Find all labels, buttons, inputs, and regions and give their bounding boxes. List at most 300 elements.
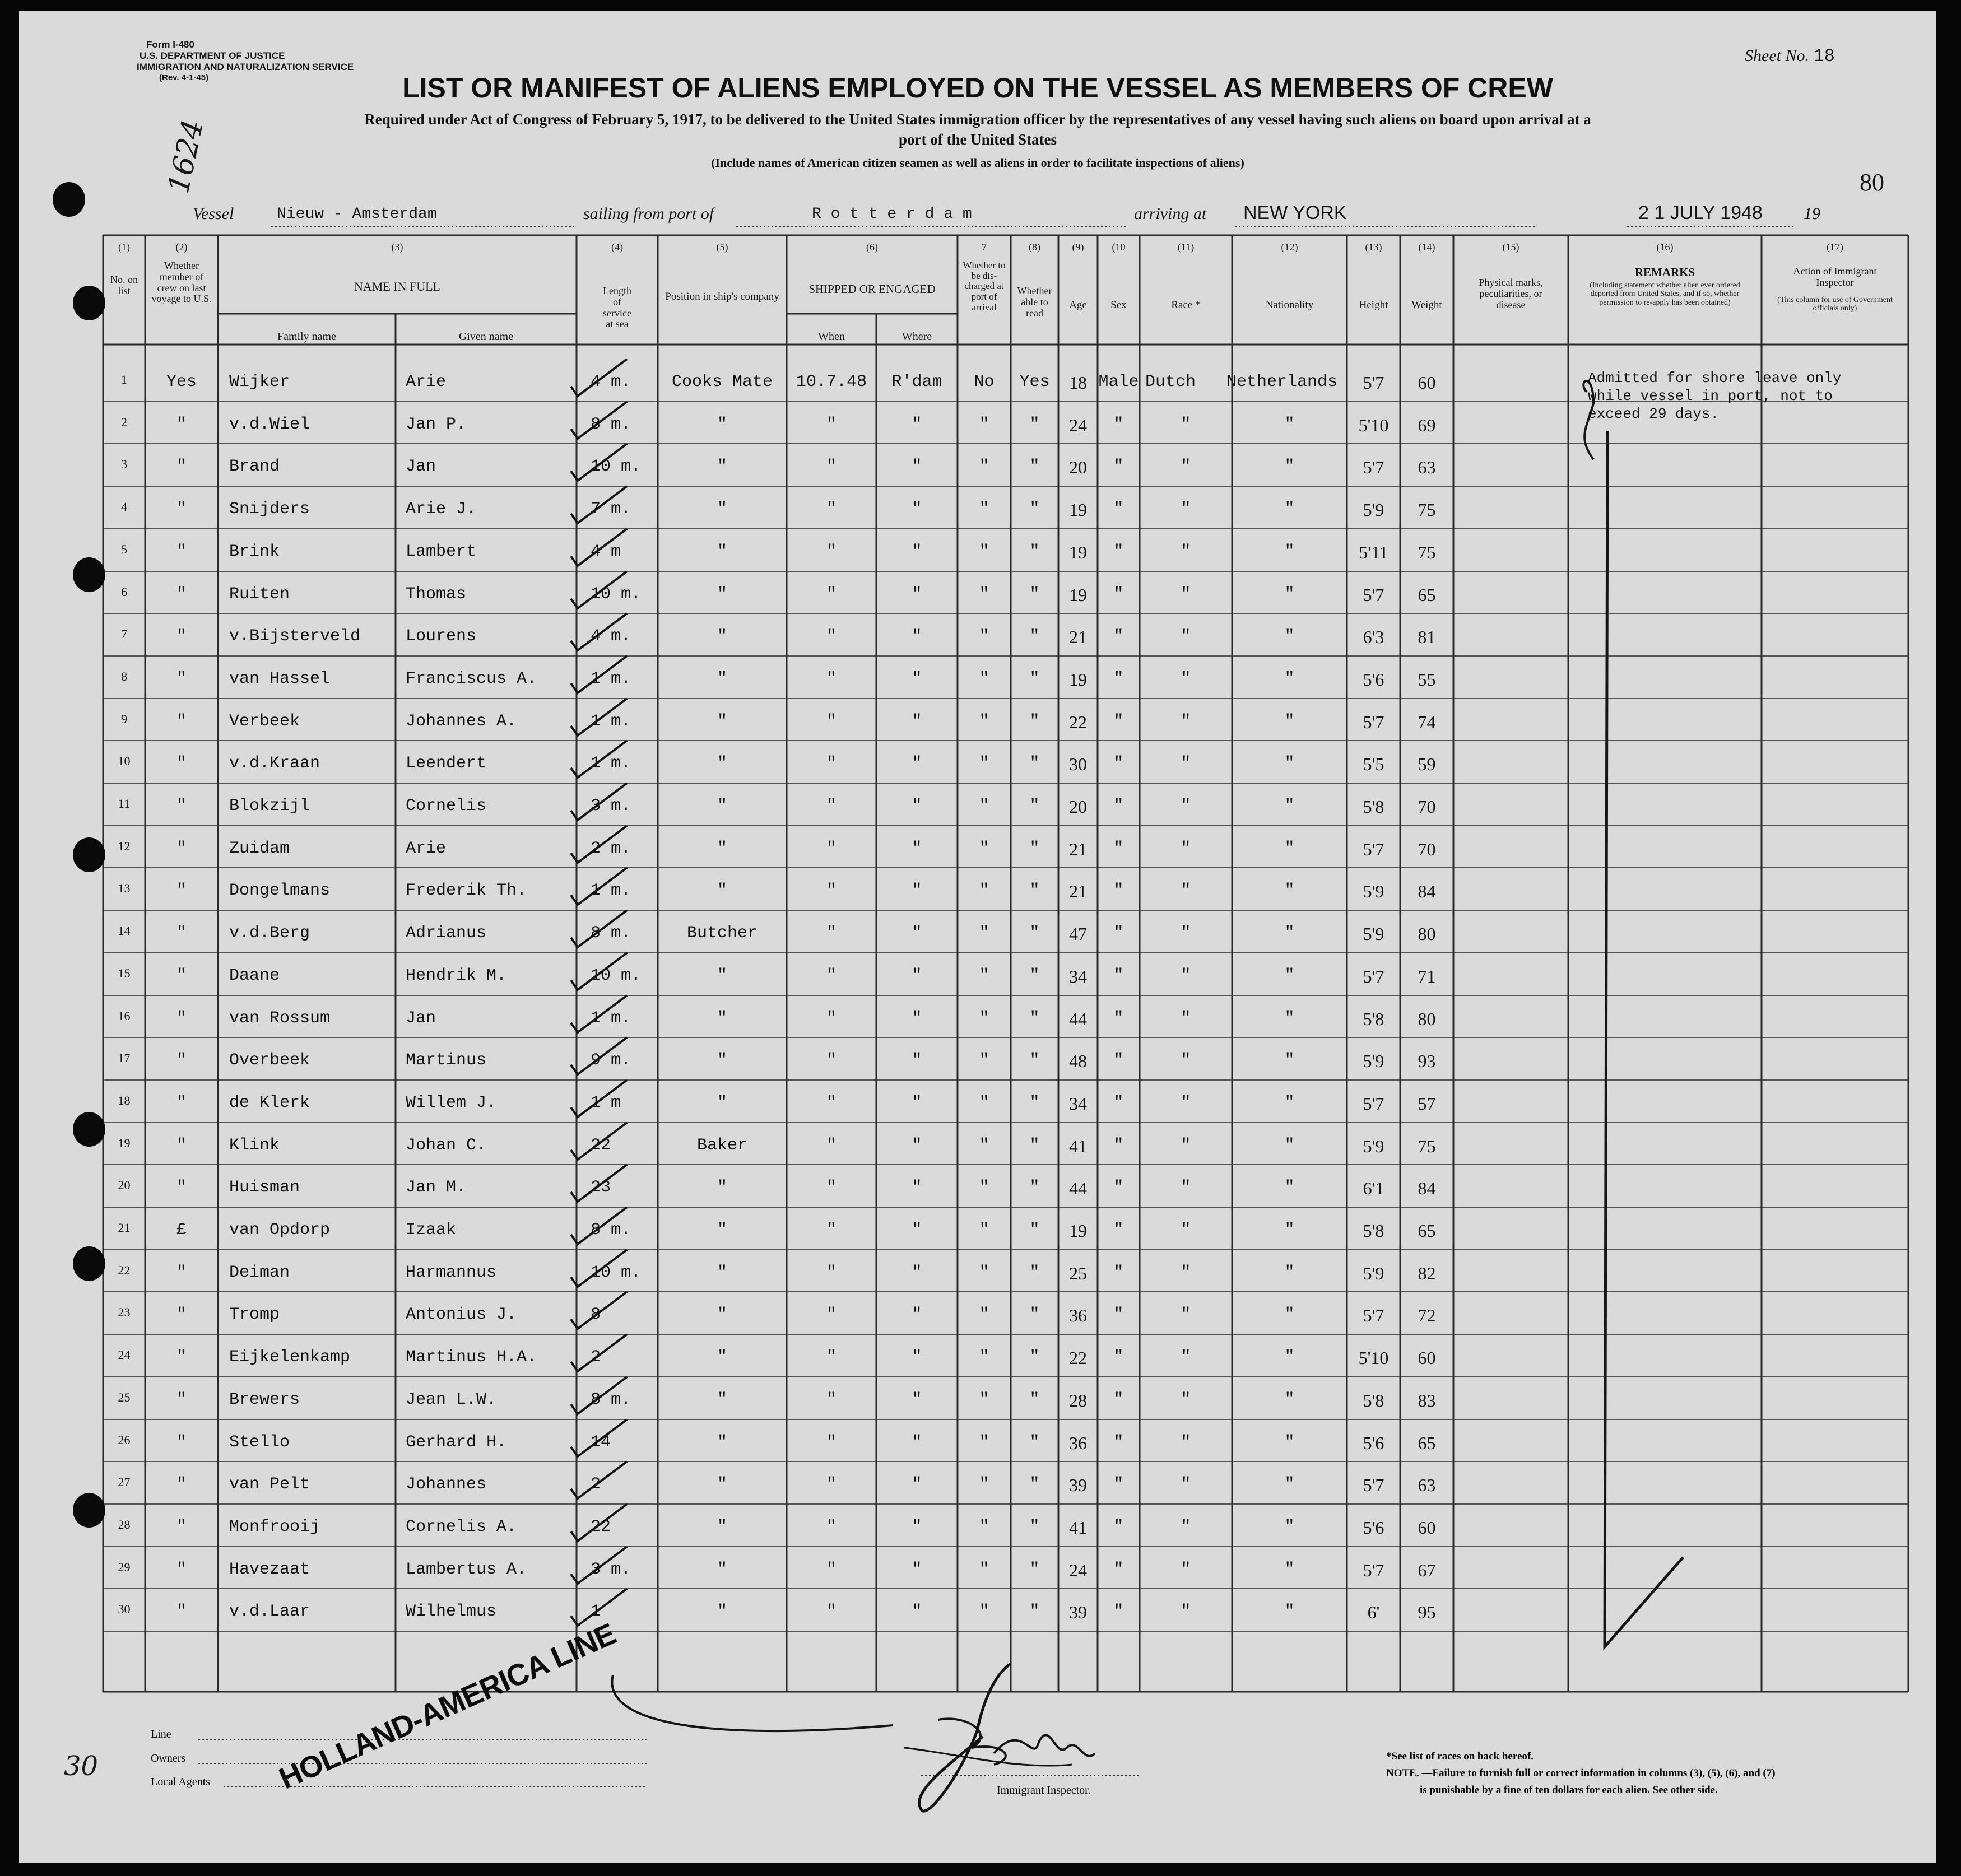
cell-discharged: No bbox=[974, 373, 995, 392]
cell-race: " bbox=[1181, 711, 1191, 731]
cell-position: " bbox=[717, 1221, 727, 1240]
cell-weight: 84 bbox=[1418, 1178, 1436, 1199]
col-2-number: (2) bbox=[175, 241, 188, 253]
cell-nationality: " bbox=[1284, 1093, 1295, 1112]
cell-read: " bbox=[1029, 1602, 1040, 1622]
cell-sex: " bbox=[1113, 500, 1124, 519]
cell-discharged: " bbox=[979, 1305, 989, 1325]
cell-age: 21 bbox=[1069, 839, 1087, 859]
cell-read: " bbox=[1029, 1051, 1040, 1070]
cell-weight: 81 bbox=[1418, 627, 1436, 648]
cell-position: " bbox=[717, 966, 727, 985]
cell-discharged: " bbox=[979, 1178, 989, 1198]
cell-race: " bbox=[1181, 1135, 1191, 1155]
cell-prev-voyage: " bbox=[176, 627, 187, 646]
departure-port: R o t t e r d a m bbox=[812, 206, 972, 223]
cell-height: 5'9 bbox=[1363, 1051, 1384, 1072]
cell-race: " bbox=[1181, 924, 1191, 943]
inspector-signature bbox=[591, 1652, 1095, 1843]
col-12-number: (12) bbox=[1281, 241, 1298, 253]
cell-age: 39 bbox=[1069, 1475, 1087, 1496]
cell-sex: " bbox=[1113, 1305, 1124, 1325]
cell-age: 22 bbox=[1069, 711, 1087, 732]
cell-weight: 93 bbox=[1418, 1051, 1436, 1072]
cell-position: Baker bbox=[696, 1135, 747, 1155]
cell-read: " bbox=[1029, 415, 1040, 434]
cell-race: " bbox=[1181, 1517, 1191, 1537]
cell-nationality: " bbox=[1284, 1432, 1295, 1452]
cell-height: 5'7 bbox=[1363, 966, 1384, 986]
cell-no: 7 bbox=[121, 627, 127, 641]
cell-read: " bbox=[1029, 797, 1040, 816]
cell-family-name: Snijders bbox=[229, 500, 310, 519]
cell-position: Butcher bbox=[686, 924, 758, 943]
sheet-value: 18 bbox=[1813, 46, 1835, 67]
cell-read: " bbox=[1029, 584, 1040, 604]
col-5-number: (5) bbox=[716, 241, 728, 253]
cell-age: 19 bbox=[1069, 584, 1087, 605]
cell-nationality: " bbox=[1284, 924, 1295, 943]
cell-position: " bbox=[717, 584, 727, 604]
cell-age: 44 bbox=[1069, 1178, 1087, 1199]
col-8-number: (8) bbox=[1029, 241, 1040, 253]
cell-service: 14 bbox=[591, 1432, 611, 1452]
cell-discharged: " bbox=[979, 1560, 989, 1579]
cell-height: 5'5 bbox=[1363, 754, 1384, 775]
cell-sex: " bbox=[1113, 881, 1124, 901]
vessel-name: Nieuw - Amsterdam bbox=[277, 206, 437, 223]
cell-weight: 82 bbox=[1418, 1263, 1436, 1283]
cell-no: 9 bbox=[121, 711, 127, 726]
cell-prev-voyage: " bbox=[176, 966, 187, 985]
col-17-number: (17) bbox=[1827, 241, 1843, 253]
col-17-note: (This column for use of Government officials only) bbox=[1777, 296, 1893, 313]
cell-where: " bbox=[912, 1517, 922, 1537]
cell-position: " bbox=[717, 500, 727, 519]
remarks-line-1: Admitted for shore leave only bbox=[1588, 370, 1842, 387]
col-9-header: Age bbox=[1069, 299, 1087, 311]
cell-when: " bbox=[826, 1432, 837, 1452]
cell-discharged: " bbox=[979, 1475, 989, 1495]
cell-family-name: Klink bbox=[229, 1135, 280, 1155]
cell-age: 34 bbox=[1069, 1093, 1087, 1114]
cell-position: " bbox=[717, 881, 727, 901]
cell-service: 8 m. bbox=[591, 1221, 631, 1240]
cell-race: " bbox=[1181, 584, 1191, 604]
col-13-number: (13) bbox=[1365, 241, 1382, 253]
cell-race: " bbox=[1181, 457, 1191, 477]
cell-no: 20 bbox=[118, 1178, 131, 1193]
cell-discharged: " bbox=[979, 457, 989, 477]
col-15-header: Physical marks, peculiarities, or disease bbox=[1479, 277, 1543, 310]
col-6b-header: Where bbox=[901, 330, 932, 343]
cell-discharged: " bbox=[979, 1008, 989, 1028]
cell-race: Dutch bbox=[1145, 373, 1196, 392]
cell-family-name: Zuidam bbox=[229, 839, 290, 858]
cell-age: 44 bbox=[1069, 1008, 1087, 1029]
cell-read: " bbox=[1029, 966, 1040, 985]
cell-family-name: Eijkelenkamp bbox=[229, 1348, 351, 1367]
cell-no: 6 bbox=[121, 584, 127, 599]
col-14-header: Weight bbox=[1411, 299, 1442, 311]
cell-age: 41 bbox=[1069, 1517, 1087, 1538]
cell-read: " bbox=[1029, 1560, 1040, 1579]
requirement-line-3: (Include names of American citizen seamen as well as aliens in order to facilitate inspections of aliens) bbox=[711, 156, 1244, 170]
cell-nationality: " bbox=[1284, 1348, 1295, 1367]
cell-height: 5'7 bbox=[1363, 839, 1384, 859]
cell-service: 22 bbox=[591, 1517, 611, 1537]
cell-when: " bbox=[826, 1135, 837, 1155]
cell-family-name: Wijker bbox=[229, 373, 290, 392]
cell-sex: " bbox=[1113, 1560, 1124, 1579]
cell-position: " bbox=[717, 1432, 727, 1452]
cell-given-name: Cornelis bbox=[406, 797, 487, 816]
sheet-label: Sheet No. bbox=[1745, 46, 1809, 65]
cell-race: " bbox=[1181, 500, 1191, 519]
cell-height: 5'8 bbox=[1363, 1008, 1384, 1029]
cell-when: " bbox=[826, 1305, 837, 1325]
cell-no: 15 bbox=[118, 966, 131, 980]
cell-read: " bbox=[1029, 500, 1040, 519]
col-10-header: Sex bbox=[1110, 299, 1127, 311]
cell-family-name: v.d.Berg bbox=[229, 924, 310, 943]
binder-hole bbox=[53, 182, 85, 217]
cell-discharged: " bbox=[979, 415, 989, 434]
cell-family-name: Brewers bbox=[229, 1390, 300, 1409]
cell-height: 5'9 bbox=[1363, 500, 1384, 520]
cell-where: " bbox=[912, 1432, 922, 1452]
manifest-sheet bbox=[19, 11, 1936, 1863]
cell-where: " bbox=[912, 669, 922, 688]
agents-label: Local Agents bbox=[151, 1776, 211, 1788]
cell-nationality: " bbox=[1284, 1178, 1295, 1198]
cell-position: " bbox=[717, 1390, 727, 1409]
cell-height: 5'6 bbox=[1363, 1517, 1384, 1538]
cell-given-name: Jean L.W. bbox=[406, 1390, 497, 1409]
cell-position: " bbox=[717, 1602, 727, 1622]
cell-given-name: Jan M. bbox=[406, 1178, 467, 1198]
cell-read: " bbox=[1029, 457, 1040, 477]
cell-no: 11 bbox=[118, 797, 131, 811]
requirement-line-1: Required under Act of Congress of February 5, 1917, to be delivered to the United States immigration officer by the representatives of any vessel having such aliens on board upon arrival at a bbox=[364, 111, 1591, 128]
cell-when: " bbox=[826, 1051, 837, 1070]
cell-position: " bbox=[717, 754, 727, 774]
cell-weight: 75 bbox=[1418, 500, 1436, 520]
col-16-header: REMARKS bbox=[1634, 266, 1695, 279]
cell-race: " bbox=[1181, 415, 1191, 434]
year-label: 19 bbox=[1804, 204, 1820, 223]
col-4-header: Length of service at sea bbox=[603, 285, 631, 330]
cell-when: " bbox=[826, 1517, 837, 1537]
cell-nationality: " bbox=[1284, 415, 1295, 434]
cell-where: " bbox=[912, 797, 922, 816]
owners-label: Owners bbox=[151, 1752, 186, 1765]
cell-where: " bbox=[912, 754, 922, 774]
page-number: 80 bbox=[1860, 169, 1884, 196]
cell-given-name: Jan P. bbox=[406, 415, 467, 434]
cell-race: " bbox=[1181, 669, 1191, 688]
cell-service: 7 m. bbox=[591, 500, 631, 519]
cell-age: 19 bbox=[1069, 500, 1087, 520]
cell-age: 28 bbox=[1069, 1390, 1087, 1411]
cell-age: 34 bbox=[1069, 966, 1087, 986]
cell-nationality: " bbox=[1284, 1135, 1295, 1155]
cell-position: " bbox=[717, 1475, 727, 1495]
cell-race: " bbox=[1181, 1093, 1191, 1112]
cell-prev-voyage: " bbox=[176, 1517, 187, 1537]
remarks-line-2: while vessel in port, not to bbox=[1588, 388, 1833, 404]
cell-no: 8 bbox=[121, 669, 127, 683]
cell-where: " bbox=[912, 1602, 922, 1622]
cell-service: 4 m. bbox=[591, 373, 631, 392]
cell-sex: " bbox=[1113, 627, 1124, 646]
cell-age: 36 bbox=[1069, 1432, 1087, 1453]
cell-no: 2 bbox=[121, 415, 127, 429]
cell-discharged: " bbox=[979, 1221, 989, 1240]
cell-given-name: Harmannus bbox=[406, 1263, 497, 1282]
cell-no: 5 bbox=[121, 542, 127, 556]
cell-nationality: " bbox=[1284, 542, 1295, 561]
cell-age: 47 bbox=[1069, 924, 1087, 944]
cell-race: " bbox=[1181, 797, 1191, 816]
cell-prev-voyage: " bbox=[176, 1263, 187, 1282]
cell-given-name: Arie bbox=[406, 373, 447, 392]
cell-family-name: Havezaat bbox=[229, 1560, 310, 1579]
cell-prev-voyage: " bbox=[176, 1432, 187, 1452]
cell-position: " bbox=[717, 542, 727, 561]
arriving-label: arriving at bbox=[1134, 204, 1207, 223]
cell-when: " bbox=[826, 1390, 837, 1409]
cell-service: 1 m. bbox=[591, 669, 631, 688]
cell-sex: " bbox=[1113, 1008, 1124, 1028]
cell-position: " bbox=[717, 1051, 727, 1070]
remarks-line-3: exceed 29 days. bbox=[1588, 406, 1720, 422]
cell-position: " bbox=[717, 1178, 727, 1198]
cell-prev-voyage: " bbox=[176, 1602, 187, 1622]
cell-position: " bbox=[717, 1305, 727, 1325]
cell-position: " bbox=[717, 1093, 727, 1112]
cell-nationality: " bbox=[1284, 1602, 1295, 1622]
cell-height: 5'6 bbox=[1363, 1432, 1384, 1453]
cell-read: " bbox=[1029, 1178, 1040, 1198]
cell-weight: 75 bbox=[1418, 542, 1436, 562]
cell-where: " bbox=[912, 415, 922, 434]
col-1-header: No. on list bbox=[110, 274, 138, 296]
cell-age: 19 bbox=[1069, 1221, 1087, 1241]
handwritten-mark: 1624 bbox=[162, 117, 211, 197]
cell-family-name: van Opdorp bbox=[229, 1221, 331, 1240]
col-7-header: Whether to be dis-charged at port of arrival bbox=[963, 260, 1006, 313]
cell-family-name: van Rossum bbox=[229, 1008, 331, 1028]
cell-no: 28 bbox=[118, 1517, 131, 1531]
service: IMMIGRATION AND NATURALIZATION SERVICE bbox=[137, 62, 354, 72]
cell-prev-voyage: " bbox=[176, 542, 187, 561]
cell-weight: 65 bbox=[1418, 584, 1436, 605]
cell-where: " bbox=[912, 924, 922, 943]
fine-note bbox=[1386, 1767, 1776, 1780]
col-3-header: NAME IN FULL bbox=[354, 280, 440, 294]
cell-age: 21 bbox=[1069, 881, 1087, 902]
cell-discharged: " bbox=[979, 797, 989, 816]
col-15-number: (15) bbox=[1502, 241, 1519, 253]
company-stamp: HOLLAND-AMERICA LINE bbox=[274, 1617, 621, 1796]
cell-when: " bbox=[826, 1008, 837, 1028]
cell-race: " bbox=[1181, 1348, 1191, 1367]
cell-no: 22 bbox=[118, 1263, 131, 1277]
cell-height: 5'7 bbox=[1363, 1475, 1384, 1496]
cell-service: 4 m. bbox=[591, 627, 631, 646]
cell-service: 2 bbox=[591, 1475, 601, 1495]
cell-prev-voyage: £ bbox=[176, 1221, 187, 1240]
cell-weight: 69 bbox=[1418, 415, 1436, 435]
cell-discharged: " bbox=[979, 669, 989, 688]
binder-hole bbox=[73, 286, 105, 320]
col-2-header: Whether member of crew on last voyage to U.S. bbox=[151, 260, 212, 305]
cell-weight: 67 bbox=[1418, 1560, 1436, 1580]
cell-race: " bbox=[1181, 1560, 1191, 1579]
cell-height: 6'1 bbox=[1363, 1178, 1384, 1199]
col-6a-header: When bbox=[818, 330, 845, 343]
cell-nationality: " bbox=[1284, 1008, 1295, 1028]
cell-given-name: Antonius J. bbox=[406, 1305, 517, 1325]
cell-age: 22 bbox=[1069, 1348, 1087, 1368]
binder-hole bbox=[73, 557, 105, 592]
cell-race: " bbox=[1181, 1602, 1191, 1622]
cell-when: " bbox=[826, 627, 837, 646]
cell-race: " bbox=[1181, 1178, 1191, 1198]
cell-service: 3 m. bbox=[591, 797, 631, 816]
cell-where: " bbox=[912, 1135, 922, 1155]
cell-prev-voyage: " bbox=[176, 1305, 187, 1325]
cell-discharged: " bbox=[979, 542, 989, 561]
cell-sex: " bbox=[1113, 1263, 1124, 1282]
cell-when: 10.7.48 bbox=[796, 373, 867, 392]
cell-discharged: " bbox=[979, 711, 989, 731]
binder-hole bbox=[73, 1493, 105, 1528]
cell-height: 5'10 bbox=[1358, 1348, 1389, 1368]
cell-race: " bbox=[1181, 754, 1191, 774]
cell-sex: " bbox=[1113, 1348, 1124, 1367]
col-3-number: (3) bbox=[391, 241, 403, 253]
cell-no: 3 bbox=[121, 457, 127, 472]
page-title: LIST OR MANIFEST OF ALIENS EMPLOYED ON THE VESSEL AS MEMBERS OF CREW bbox=[402, 72, 1553, 104]
cell-weight: 60 bbox=[1418, 1517, 1436, 1538]
cell-where: " bbox=[912, 839, 922, 858]
cell-prev-voyage: " bbox=[176, 1178, 187, 1198]
cell-discharged: " bbox=[979, 881, 989, 901]
cell-where: " bbox=[912, 542, 922, 561]
cell-race: " bbox=[1181, 1008, 1191, 1028]
cell-no: 10 bbox=[118, 754, 131, 769]
cell-age: 24 bbox=[1069, 415, 1087, 435]
revision: (Rev. 4-1-45) bbox=[159, 73, 209, 82]
cell-weight: 60 bbox=[1418, 373, 1436, 393]
cell-weight: 63 bbox=[1418, 1475, 1436, 1496]
cell-nationality: " bbox=[1284, 1390, 1295, 1409]
cell-nationality: " bbox=[1284, 584, 1295, 604]
cell-sex: " bbox=[1113, 1390, 1124, 1409]
line-label: Line bbox=[151, 1728, 171, 1740]
cell-sex: " bbox=[1113, 415, 1124, 434]
cell-given-name: Gerhard H. bbox=[406, 1432, 507, 1452]
cell-sex: " bbox=[1113, 711, 1124, 731]
cell-family-name: Verbeek bbox=[229, 711, 300, 731]
cell-height: 5'6 bbox=[1363, 669, 1384, 690]
cell-sex: " bbox=[1113, 669, 1124, 688]
cell-nationality: " bbox=[1284, 1560, 1295, 1579]
cell-age: 19 bbox=[1069, 669, 1087, 690]
col-7-number: 7 bbox=[982, 241, 987, 253]
cell-sex: " bbox=[1113, 754, 1124, 774]
cell-position: " bbox=[717, 1263, 727, 1282]
cell-sex: " bbox=[1113, 1135, 1124, 1155]
cell-where: R'dam bbox=[891, 373, 942, 392]
cell-given-name: Lambertus A. bbox=[406, 1560, 527, 1579]
cell-age: 25 bbox=[1069, 1263, 1087, 1283]
cell-age: 41 bbox=[1069, 1135, 1087, 1156]
cell-nationality: " bbox=[1284, 711, 1295, 731]
cell-no: 25 bbox=[118, 1390, 131, 1404]
cell-prev-voyage: Yes bbox=[166, 373, 197, 392]
col-14-number: (14) bbox=[1418, 241, 1435, 253]
cell-weight: 80 bbox=[1418, 924, 1436, 944]
cell-given-name: Johannes A. bbox=[406, 711, 517, 731]
cell-weight: 80 bbox=[1418, 1008, 1436, 1029]
cell-prev-voyage: " bbox=[176, 500, 187, 519]
cell-no: 12 bbox=[118, 839, 131, 853]
cell-when: " bbox=[826, 1093, 837, 1112]
cell-no: 4 bbox=[121, 500, 127, 514]
note-label: NOTE. bbox=[1386, 1767, 1419, 1779]
cell-family-name: v.d.Laar bbox=[229, 1602, 310, 1622]
cell-prev-voyage: " bbox=[176, 797, 187, 816]
cell-age: 24 bbox=[1069, 1560, 1087, 1580]
cell-nationality: " bbox=[1284, 1305, 1295, 1325]
margin-note: 30 bbox=[64, 1751, 99, 1782]
cell-read: " bbox=[1029, 754, 1040, 774]
cell-when: " bbox=[826, 415, 837, 434]
cell-given-name: Lourens bbox=[406, 627, 477, 646]
cell-where: " bbox=[912, 1221, 922, 1240]
cell-given-name: Wilhelmus bbox=[406, 1602, 497, 1622]
col-17-header: Action of Immigrant Inspector bbox=[1793, 266, 1877, 288]
cell-discharged: " bbox=[979, 966, 989, 985]
cell-sex: " bbox=[1113, 1178, 1124, 1198]
cell-sex: " bbox=[1113, 1051, 1124, 1070]
cell-prev-voyage: " bbox=[176, 881, 187, 901]
cell-family-name: Stello bbox=[229, 1432, 290, 1452]
cell-service: 8 m. bbox=[591, 924, 631, 943]
vessel-label: Vessel bbox=[193, 204, 234, 223]
arrival-date: 2 1 JULY 1948 bbox=[1638, 202, 1763, 224]
cell-read: " bbox=[1029, 1093, 1040, 1112]
cell-position: " bbox=[717, 415, 727, 434]
cell-service: 22 bbox=[591, 1135, 611, 1155]
cell-discharged: " bbox=[979, 500, 989, 519]
cell-when: " bbox=[826, 966, 837, 985]
cell-height: 6' bbox=[1367, 1602, 1380, 1623]
cell-discharged: " bbox=[979, 1432, 989, 1452]
cell-age: 20 bbox=[1069, 457, 1087, 478]
cell-discharged: " bbox=[979, 1135, 989, 1155]
col-11-number: (11) bbox=[1177, 241, 1195, 253]
cell-given-name: Willem J. bbox=[406, 1093, 497, 1112]
cell-service: 9 m. bbox=[591, 1051, 631, 1070]
cell-family-name: v.Bijsterveld bbox=[229, 627, 361, 646]
cell-family-name: van Pelt bbox=[229, 1475, 310, 1495]
footer-lines bbox=[19, 11, 1936, 1863]
cell-prev-voyage: " bbox=[176, 669, 187, 688]
